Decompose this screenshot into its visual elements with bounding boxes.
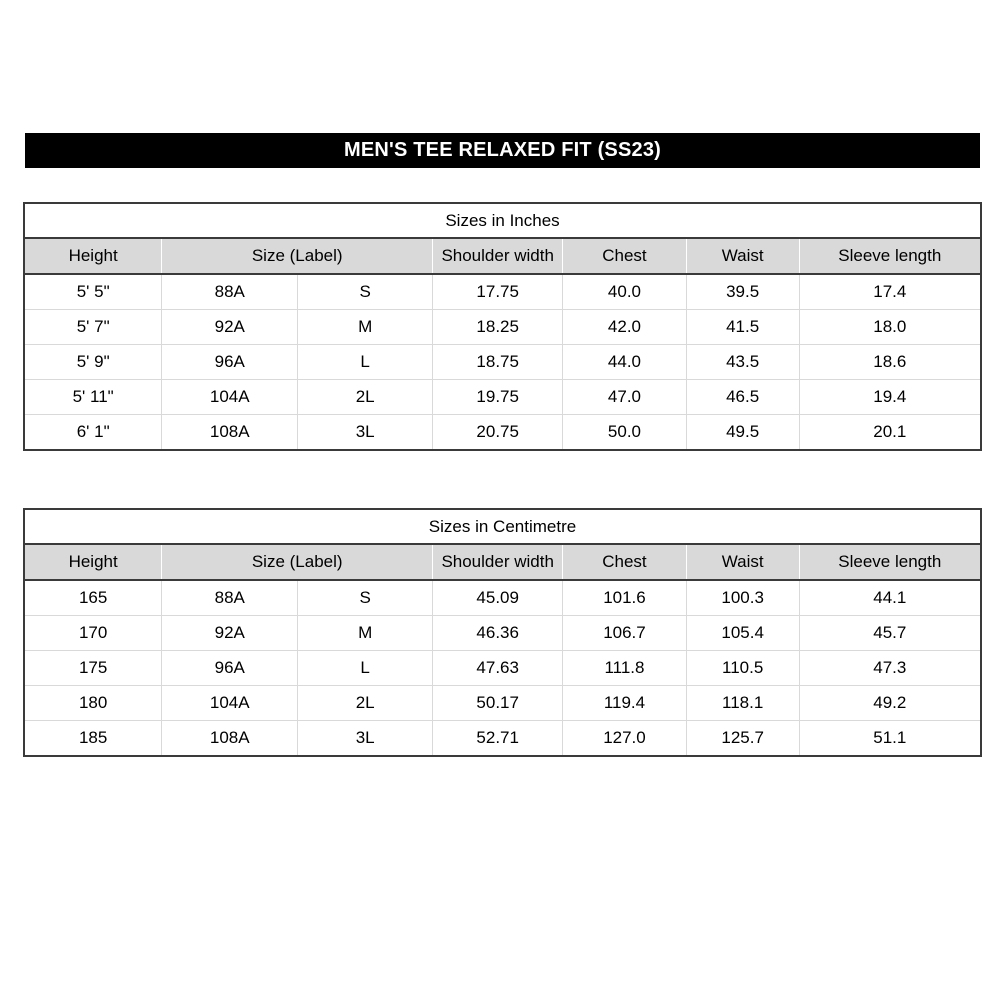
cell-sleeve-length: 17.4 bbox=[799, 274, 981, 310]
cell-chest: 119.4 bbox=[563, 686, 686, 721]
table-row bbox=[24, 345, 981, 380]
product-title: MEN'S TEE RELAXED FIT (SS23) bbox=[343, 139, 662, 161]
column-header-sleeve-length: Sleeve length bbox=[799, 238, 981, 274]
table-row bbox=[24, 651, 981, 686]
table-header-row bbox=[24, 238, 981, 274]
cell-size-code: 92A bbox=[162, 310, 298, 345]
cell-waist: 118.1 bbox=[686, 686, 799, 721]
product-title-bar bbox=[25, 133, 980, 168]
cell-shoulder-width: 47.63 bbox=[433, 651, 563, 686]
cell-height: 180 bbox=[24, 686, 162, 721]
cell-size-code: 88A bbox=[162, 580, 298, 616]
cell-shoulder-width: 20.75 bbox=[433, 415, 563, 451]
cell-size-code: 108A bbox=[162, 415, 298, 451]
table-title: Sizes in Inches bbox=[24, 203, 981, 238]
table-title-row bbox=[24, 509, 981, 544]
table-row bbox=[24, 580, 981, 616]
cell-size-letter: M bbox=[298, 310, 433, 345]
cell-waist: 39.5 bbox=[686, 274, 799, 310]
cell-waist: 105.4 bbox=[686, 616, 799, 651]
cell-size-letter: 2L bbox=[298, 380, 433, 415]
cell-size-letter: M bbox=[298, 616, 433, 651]
table-row bbox=[24, 380, 981, 415]
cell-shoulder-width: 45.09 bbox=[433, 580, 563, 616]
cell-size-code: 92A bbox=[162, 616, 298, 651]
column-header-chest: Chest bbox=[563, 544, 686, 580]
cell-sleeve-length: 18.6 bbox=[799, 345, 981, 380]
cell-shoulder-width: 18.75 bbox=[433, 345, 563, 380]
cell-height: 6' 1" bbox=[24, 415, 162, 451]
cell-sleeve-length: 45.7 bbox=[799, 616, 981, 651]
cell-size-code: 108A bbox=[162, 721, 298, 757]
cell-size-letter: 2L bbox=[298, 686, 433, 721]
cell-shoulder-width: 46.36 bbox=[433, 616, 563, 651]
column-header-height: Height bbox=[24, 544, 162, 580]
cell-size-letter: 3L bbox=[298, 721, 433, 757]
cell-height: 170 bbox=[24, 616, 162, 651]
cell-chest: 101.6 bbox=[563, 580, 686, 616]
column-header-chest: Chest bbox=[563, 238, 686, 274]
cell-waist: 46.5 bbox=[686, 380, 799, 415]
cell-sleeve-length: 51.1 bbox=[799, 721, 981, 757]
cell-chest: 47.0 bbox=[563, 380, 686, 415]
table-row bbox=[24, 415, 981, 451]
cell-sleeve-length: 44.1 bbox=[799, 580, 981, 616]
cell-chest: 50.0 bbox=[563, 415, 686, 451]
cell-sleeve-length: 49.2 bbox=[799, 686, 981, 721]
cell-chest: 40.0 bbox=[563, 274, 686, 310]
table-row bbox=[24, 310, 981, 345]
cell-size-letter: L bbox=[298, 651, 433, 686]
table-row bbox=[24, 274, 981, 310]
cell-height: 165 bbox=[24, 580, 162, 616]
cell-waist: 100.3 bbox=[686, 580, 799, 616]
cell-height: 5' 11" bbox=[24, 380, 162, 415]
cell-chest: 106.7 bbox=[563, 616, 686, 651]
table-header-row bbox=[24, 544, 981, 580]
cell-shoulder-width: 52.71 bbox=[433, 721, 563, 757]
cell-shoulder-width: 17.75 bbox=[433, 274, 563, 310]
cell-chest: 44.0 bbox=[563, 345, 686, 380]
cell-size-letter: L bbox=[298, 345, 433, 380]
cell-waist: 43.5 bbox=[686, 345, 799, 380]
cell-shoulder-width: 19.75 bbox=[433, 380, 563, 415]
cell-size-letter: 3L bbox=[298, 415, 433, 451]
table-title: Sizes in Centimetre bbox=[24, 509, 981, 544]
cell-chest: 42.0 bbox=[563, 310, 686, 345]
cell-waist: 125.7 bbox=[686, 721, 799, 757]
cell-height: 5' 9" bbox=[24, 345, 162, 380]
cell-size-letter: S bbox=[298, 580, 433, 616]
column-header-size-label: Size (Label) bbox=[162, 544, 433, 580]
cell-size-code: 104A bbox=[162, 686, 298, 721]
cell-size-code: 96A bbox=[162, 651, 298, 686]
column-header-sleeve-length: Sleeve length bbox=[799, 544, 981, 580]
cell-waist: 41.5 bbox=[686, 310, 799, 345]
cell-height: 5' 5" bbox=[24, 274, 162, 310]
cell-waist: 49.5 bbox=[686, 415, 799, 451]
table-row bbox=[24, 686, 981, 721]
column-header-waist: Waist bbox=[686, 238, 799, 274]
column-header-height: Height bbox=[24, 238, 162, 274]
table-title-row bbox=[24, 203, 981, 238]
cell-waist: 110.5 bbox=[686, 651, 799, 686]
cell-sleeve-length: 47.3 bbox=[799, 651, 981, 686]
cell-size-letter: S bbox=[298, 274, 433, 310]
cell-chest: 127.0 bbox=[563, 721, 686, 757]
column-header-shoulder-width: Shoulder width bbox=[433, 238, 563, 274]
cell-size-code: 96A bbox=[162, 345, 298, 380]
cell-height: 185 bbox=[24, 721, 162, 757]
column-header-waist: Waist bbox=[686, 544, 799, 580]
size-table-inches bbox=[23, 202, 982, 451]
cell-shoulder-width: 18.25 bbox=[433, 310, 563, 345]
size-table-centimetre bbox=[23, 508, 982, 757]
column-header-shoulder-width: Shoulder width bbox=[433, 544, 563, 580]
cell-size-code: 104A bbox=[162, 380, 298, 415]
table-row bbox=[24, 616, 981, 651]
table-row bbox=[24, 721, 981, 757]
cell-sleeve-length: 18.0 bbox=[799, 310, 981, 345]
cell-chest: 111.8 bbox=[563, 651, 686, 686]
column-header-size-label: Size (Label) bbox=[162, 238, 433, 274]
cell-sleeve-length: 19.4 bbox=[799, 380, 981, 415]
cell-shoulder-width: 50.17 bbox=[433, 686, 563, 721]
cell-size-code: 88A bbox=[162, 274, 298, 310]
cell-height: 5' 7" bbox=[24, 310, 162, 345]
cell-sleeve-length: 20.1 bbox=[799, 415, 981, 451]
cell-height: 175 bbox=[24, 651, 162, 686]
